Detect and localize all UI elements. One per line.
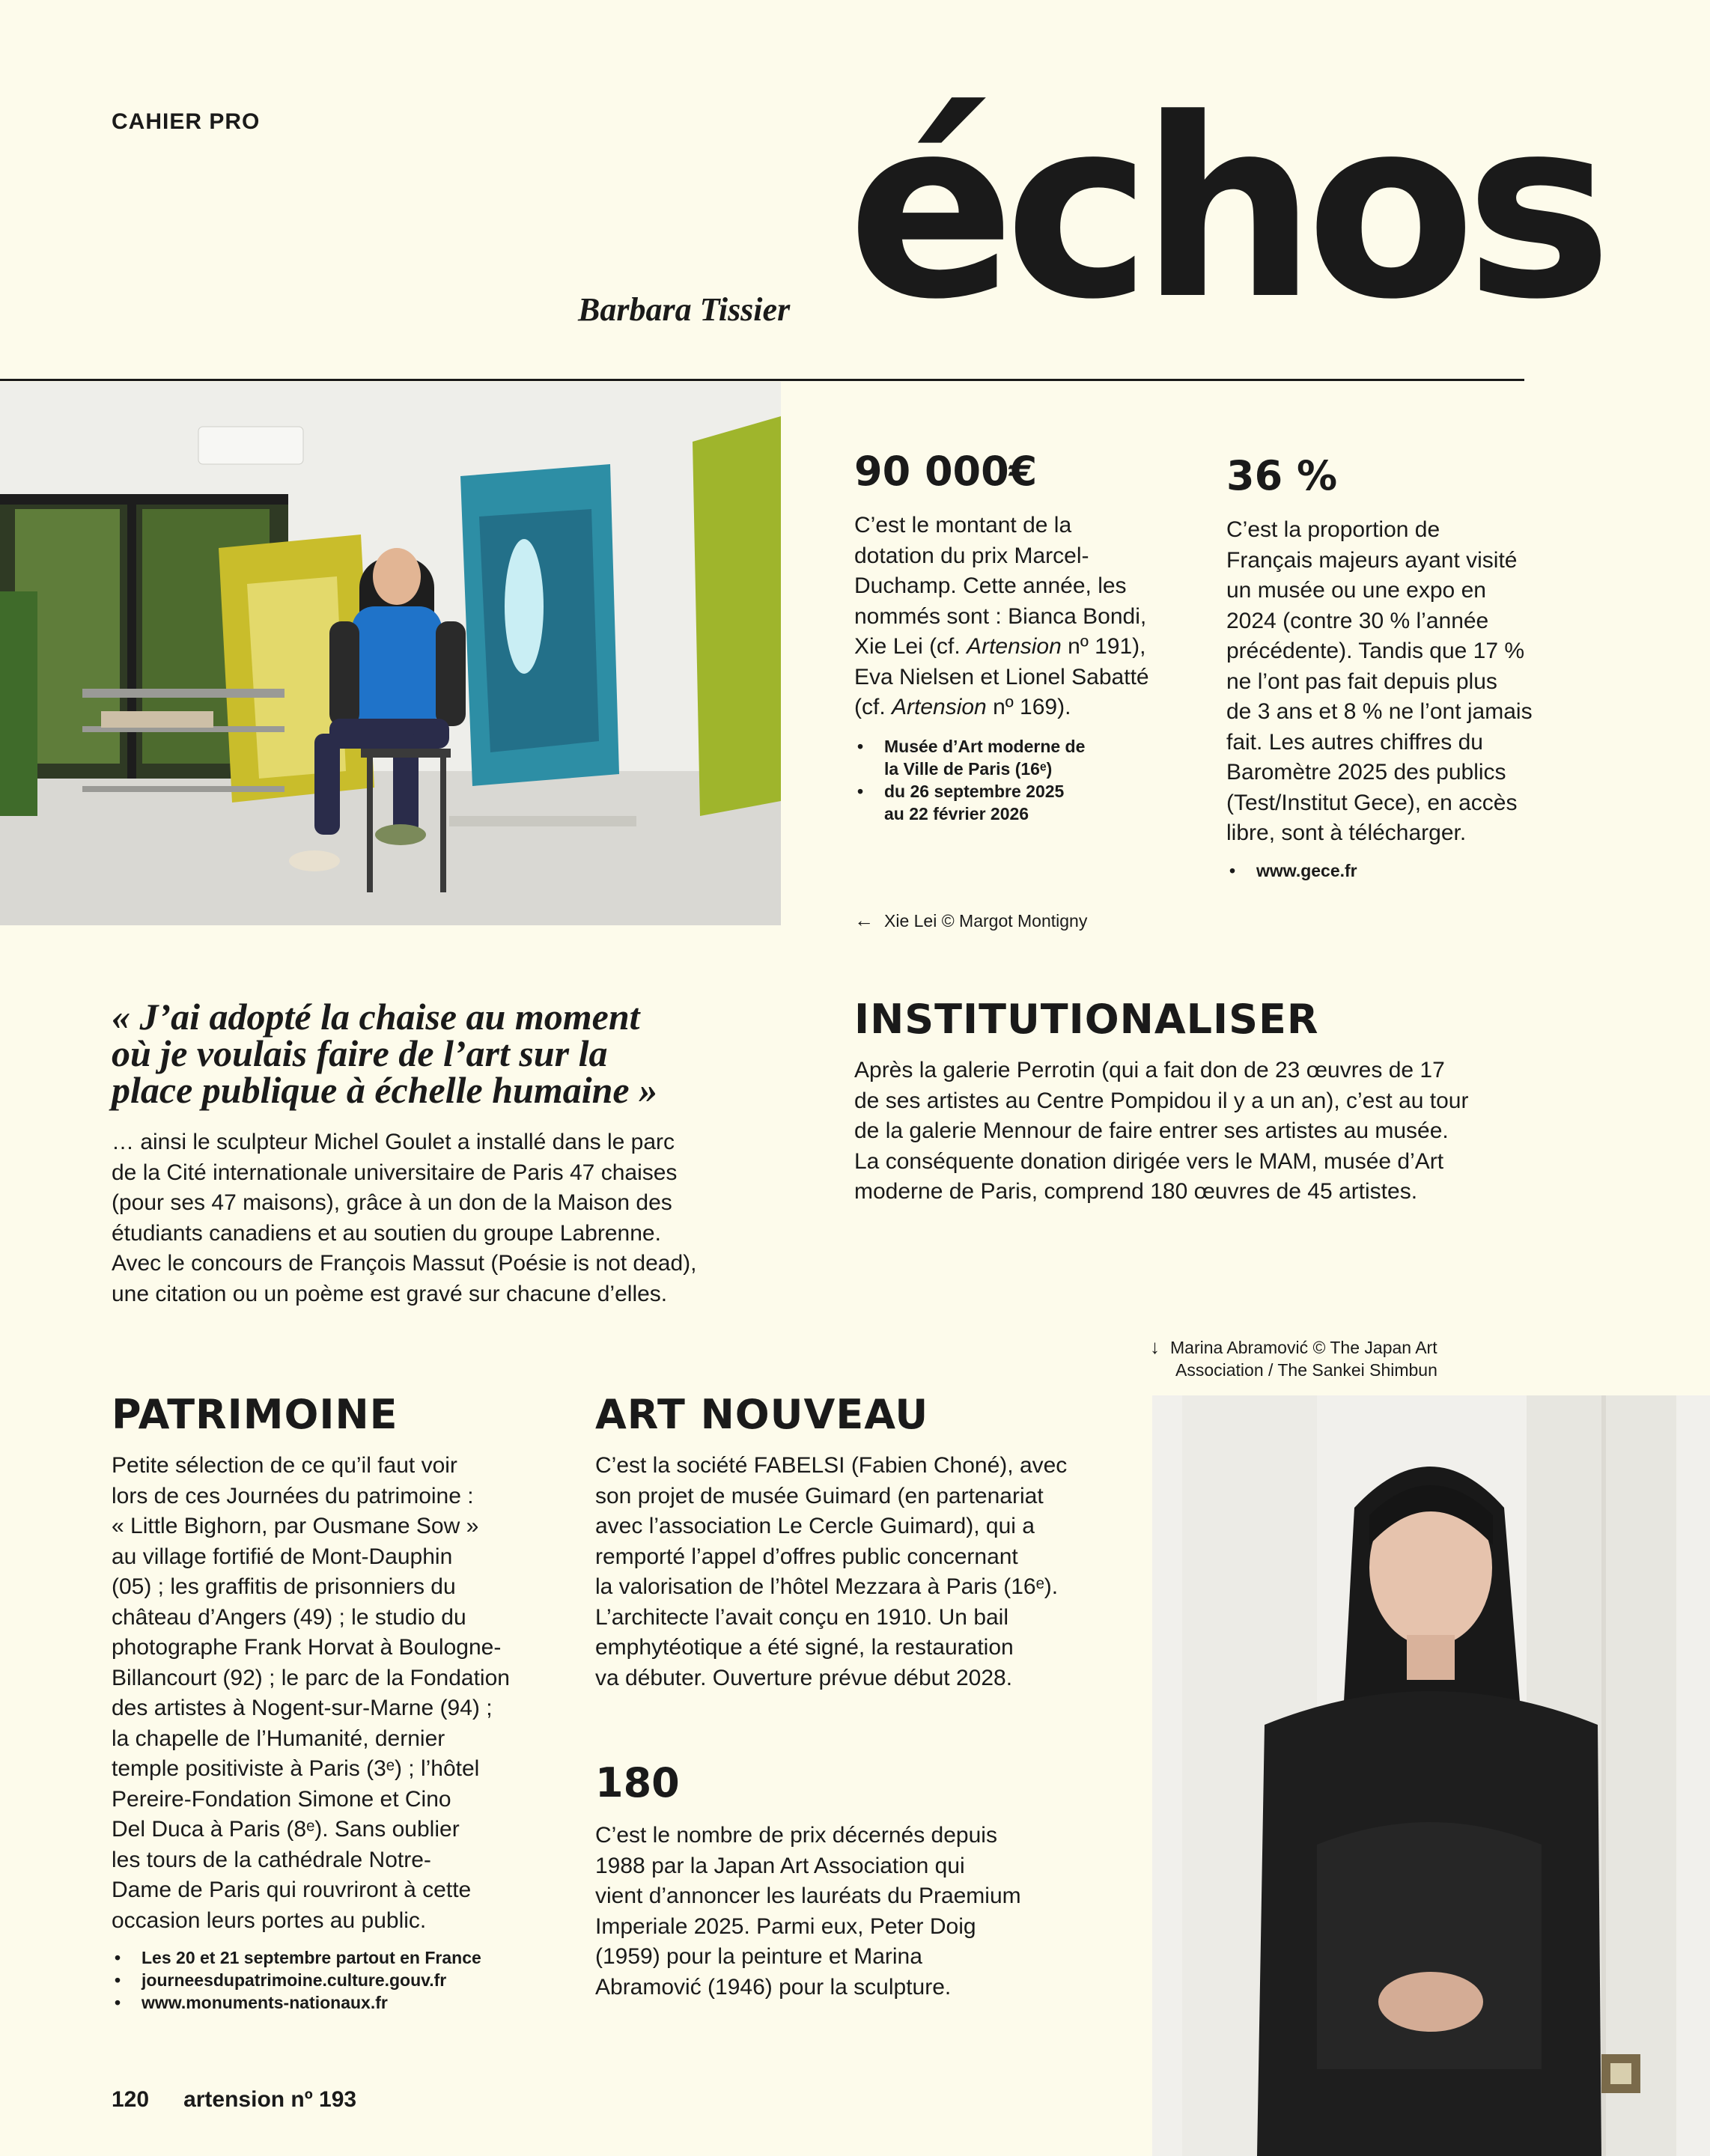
stat-180-figure: 180 <box>595 1759 680 1806</box>
page-footer <box>112 2087 356 2113</box>
list-item: • www.monuments-nationaux.fr <box>112 1991 576 2014</box>
institutionaliser-text: Après la galerie Perrotin (qui a fait don de 23 œuvres de 17 de ses artistes au Centre Pompidou il y a un an), c’est au tour de la galerie Mennour de faire entrer ses artistes au musée. La conséquente donation dirigée vers le MAM, musée d’Art moderne de Paris, comprend 180 œuvres de 45 artistes. <box>854 1058 1469 1204</box>
stat-90000-bullets <box>854 735 1169 825</box>
patrimoine-bullets <box>112 1946 576 2014</box>
section-kicker: CAHIER PRO <box>112 109 261 134</box>
art-nouveau-text: C’est la société FABELSI (Fabien Choné), avec son projet de musée Guimard (en partenariat avec l’association Le Cercle Guimard), qui a remporté l’appel d’offres public concernant la valorisation de l’hôtel Mezzara à Paris (16ᵉ). L’architecte l’avait conçu en 1910. Un bail emphytéotique a été signé, la restauration va débuter. Ouverture prévue début 2028. <box>595 1453 1068 1690</box>
stat-90000-figure: 90 000€ <box>854 448 1038 495</box>
list-item: • www.gece.fr <box>1226 859 1357 882</box>
stat-36-figure: 36 % <box>1226 452 1338 499</box>
magazine-issue: artension nº 193 <box>183 2087 357 2112</box>
list-item: • journeesdupatrimoine.culture.gouv.fr <box>112 1969 576 1991</box>
list-item: • Musée d’Art moderne de la Ville de Paris (16ᵉ) <box>854 735 1169 780</box>
pull-quote: « J’ai adopté la chaise au moment où je voulais faire de l’art sur la place publique à échelle humaine » <box>112 996 658 1111</box>
arrow-down-icon: ↓ <box>1150 1336 1160 1358</box>
list-item: • du 26 septembre 2025 au 22 février 2026 <box>854 780 1169 825</box>
xie-lei-photo-credit: ← Xie Lei © Margot Montigny <box>854 909 1088 931</box>
stat-90000-text: C’est le montant de la dotation du prix Marcel- Duchamp. Cette année, les nommés sont : Bianca Bondi, Xie Lei (cf. Artension nº 191), Eva Nielsen et Lionel Sabatté (cf. Artension nº 169). <box>854 513 1149 719</box>
abramovic-photo-credit: ↓ Marina Abramović © The Japan Art Association / The Sankei Shimbun <box>1150 1336 1437 1380</box>
xie-lei-studio-photo <box>0 382 781 925</box>
institutionaliser-heading: INSTITUTIONALISER <box>854 996 1319 1043</box>
page-number: 120 <box>112 2087 150 2112</box>
abramovic-portrait-photo <box>1152 1395 1710 2156</box>
stat-36-bullets <box>1226 859 1357 882</box>
patrimoine-heading: PATRIMOINE <box>112 1391 398 1438</box>
list-item: • Les 20 et 21 septembre partout en France <box>112 1946 576 1969</box>
author-byline: Barbara Tissier <box>578 291 791 328</box>
patrimoine-text: Petite sélection de ce qu’il faut voir lors de ces Journées du patrimoine : « Little Bighorn, par Ousmane Sow » au village fortifié de Mont-Dauphin (05) ; les graffitis de prisonniers du château d’Angers (49) ; le studio du photographe Frank Horvat à Boulogne- Billancourt (92) ; le parc de la Fondation des artistes à Nogent-sur-Marne (94) ; la chapelle de l’Humanité, dernier temple positiviste à Paris (3ᵉ) ; l’hôtel Pereire-Fondation Simone et Cino Del Duca à Paris (8ᵉ). Sans oublier les tours de la cathédrale Notre- Dame de Paris qui rouvriront à cette occasion leurs portes au public. <box>112 1453 510 1933</box>
stat-180-text: C’est le nombre de prix décernés depuis 1988 par la Japan Art Association qui vient d’annoncer les lauréats du Praemium Imperiale 2025. Parmi eux, Peter Doig (1959) pour la peinture et Marina Abramović (1946) pour la sculpture. <box>595 1823 1021 2000</box>
header-rule <box>0 379 1524 381</box>
page-title: échos <box>848 66 1602 353</box>
stat-36-text: C’est la proportion de Français majeurs ayant visité un musée ou une expo en 2024 (contre 30 % l’année précédente). Tandis que 17 % ne l’ont pas fait depuis plus de 3 ans et 8 % ne l’ont jamais fait. Les autres chiffres du Baromètre 2025 des publics (Test/Institut Gece), en accès libre, sont à télécharger. <box>1226 517 1533 845</box>
art-nouveau-heading: ART NOUVEAU <box>595 1391 929 1438</box>
quote-body-text: … ainsi le sculpteur Michel Goulet a installé dans le parc de la Cité internationale universitaire de Paris 47 chaises (pour ses 47 maisons), grâce à un don de la Maison des étudiants canadiens et au soutien du groupe Labrenne. Avec le concours de François Massut (Poésie is not dead), une citation ou un poème est gravé sur chacune d’elles. <box>112 1130 697 1306</box>
arrow-left-icon: ← <box>854 909 874 931</box>
